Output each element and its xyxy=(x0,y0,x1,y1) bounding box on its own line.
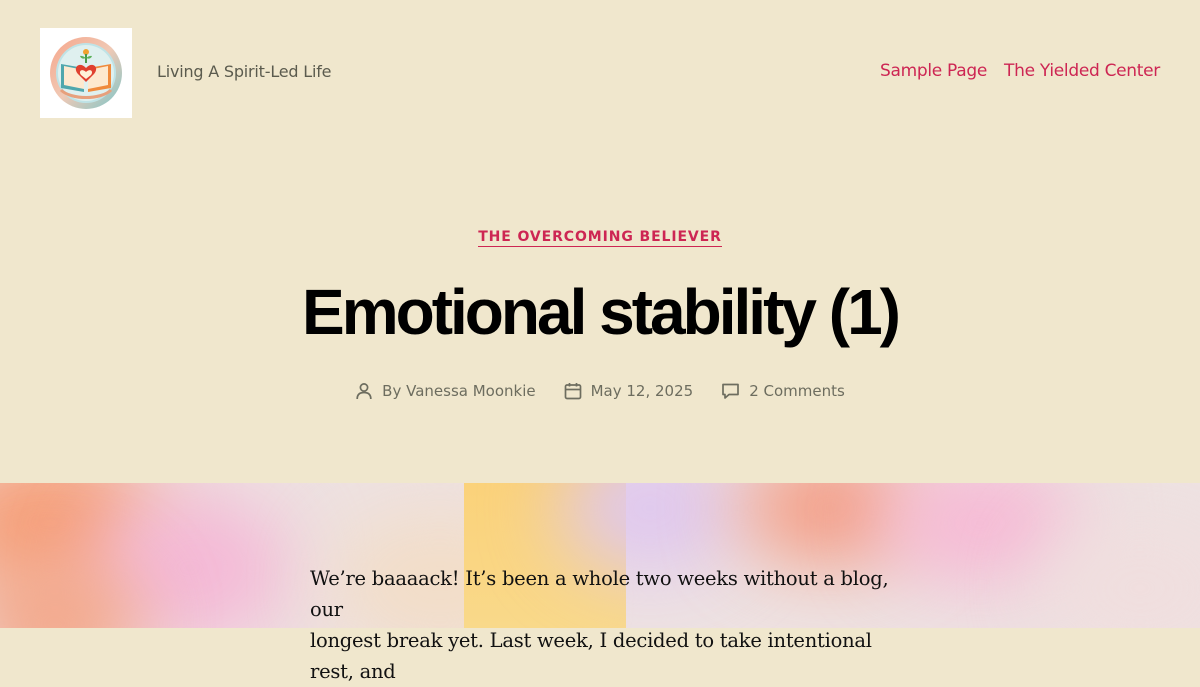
site-logo[interactable] xyxy=(40,28,132,118)
post-title: Emotional stability (1) xyxy=(302,276,898,348)
post-category xyxy=(0,226,1200,245)
primary-nav xyxy=(880,61,1160,81)
nav-item-yielded-center[interactable]: The Yielded Center xyxy=(1004,61,1160,81)
body-line: We’re baaaack! It’s been a whole two weeks without a blog, our xyxy=(310,567,889,621)
site-title[interactable]: Living A Spirit-Led Life xyxy=(157,62,332,81)
user-icon xyxy=(355,382,373,400)
post-comments xyxy=(721,380,845,402)
category-link[interactable]: THE OVERCOMING BELIEVER xyxy=(478,229,722,245)
calendar-icon xyxy=(564,382,582,400)
site-header xyxy=(0,0,1200,150)
post-date xyxy=(564,380,694,402)
comment-icon xyxy=(721,382,740,400)
post-content xyxy=(310,563,890,687)
nav-item-sample-page[interactable]: Sample Page xyxy=(880,61,988,81)
date-link[interactable]: May 12, 2025 xyxy=(590,382,694,400)
post-meta xyxy=(0,380,1200,402)
post-author xyxy=(355,380,535,402)
comments-link[interactable]: 2 Comments xyxy=(749,382,845,400)
open-book-heart-logo-icon xyxy=(47,34,125,112)
body-line: longest break yet. Last week, I decided to take intentional rest, and xyxy=(310,629,872,683)
author-link[interactable]: By Vanessa Moonkie xyxy=(382,382,536,400)
